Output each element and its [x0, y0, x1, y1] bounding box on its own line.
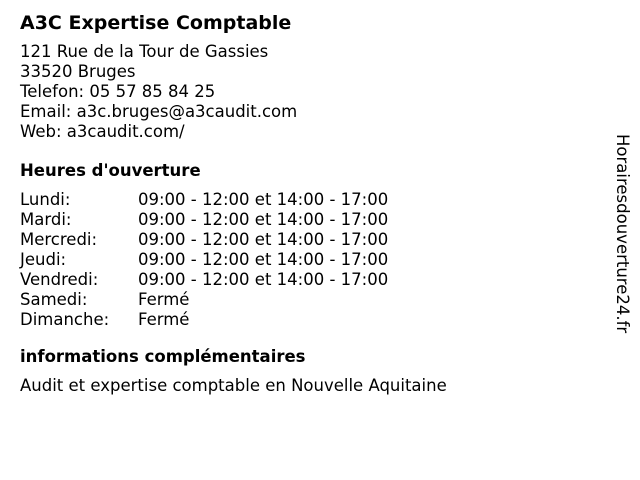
info-text: Audit et expertise comptable en Nouvelle Aquitaine — [20, 376, 447, 395]
hours-day: Lundi: — [20, 190, 71, 209]
business-name: A3C Expertise Comptable — [20, 12, 292, 34]
side-brand-text: Horairesdouverture24.fr — [613, 134, 632, 334]
hours-time: 09:00 - 12:00 et 14:00 - 17:00 — [138, 230, 389, 249]
hours-row-wednesday — [20, 230, 600, 250]
hours-day: Mercredi: — [20, 230, 98, 249]
hours-day: Samedi: — [20, 290, 88, 309]
info-heading: informations complémentaires — [20, 347, 306, 366]
hours-day: Vendredi: — [20, 270, 99, 289]
hours-row-thursday — [20, 250, 600, 270]
hours-time: 09:00 - 12:00 et 14:00 - 17:00 — [138, 250, 389, 269]
hours-day: Jeudi: — [20, 250, 67, 269]
hours-table — [20, 190, 600, 330]
hours-heading: Heures d'ouverture — [20, 161, 201, 180]
address-city: 33520 Bruges — [20, 62, 136, 81]
hours-row-sunday — [20, 310, 600, 330]
hours-time: Fermé — [138, 290, 190, 309]
hours-time: 09:00 - 12:00 et 14:00 - 17:00 — [138, 270, 389, 289]
hours-row-tuesday — [20, 210, 600, 230]
hours-time: 09:00 - 12:00 et 14:00 - 17:00 — [138, 190, 389, 209]
contact-block — [20, 42, 600, 142]
email-text: Email: a3c.bruges@a3caudit.com — [20, 102, 298, 121]
address-street: 121 Rue de la Tour de Gassies — [20, 42, 269, 61]
hours-row-saturday — [20, 290, 600, 310]
hours-time: 09:00 - 12:00 et 14:00 - 17:00 — [138, 210, 389, 229]
hours-day: Mardi: — [20, 210, 72, 229]
phone-text: Telefon: 05 57 85 84 25 — [20, 82, 216, 101]
hours-row-friday — [20, 270, 600, 290]
hours-time: Fermé — [138, 310, 190, 329]
hours-day: Dimanche: — [20, 310, 110, 329]
website-text: Web: a3caudit.com/ — [20, 122, 185, 141]
business-card — [20, 10, 600, 396]
hours-row-monday — [20, 190, 600, 210]
